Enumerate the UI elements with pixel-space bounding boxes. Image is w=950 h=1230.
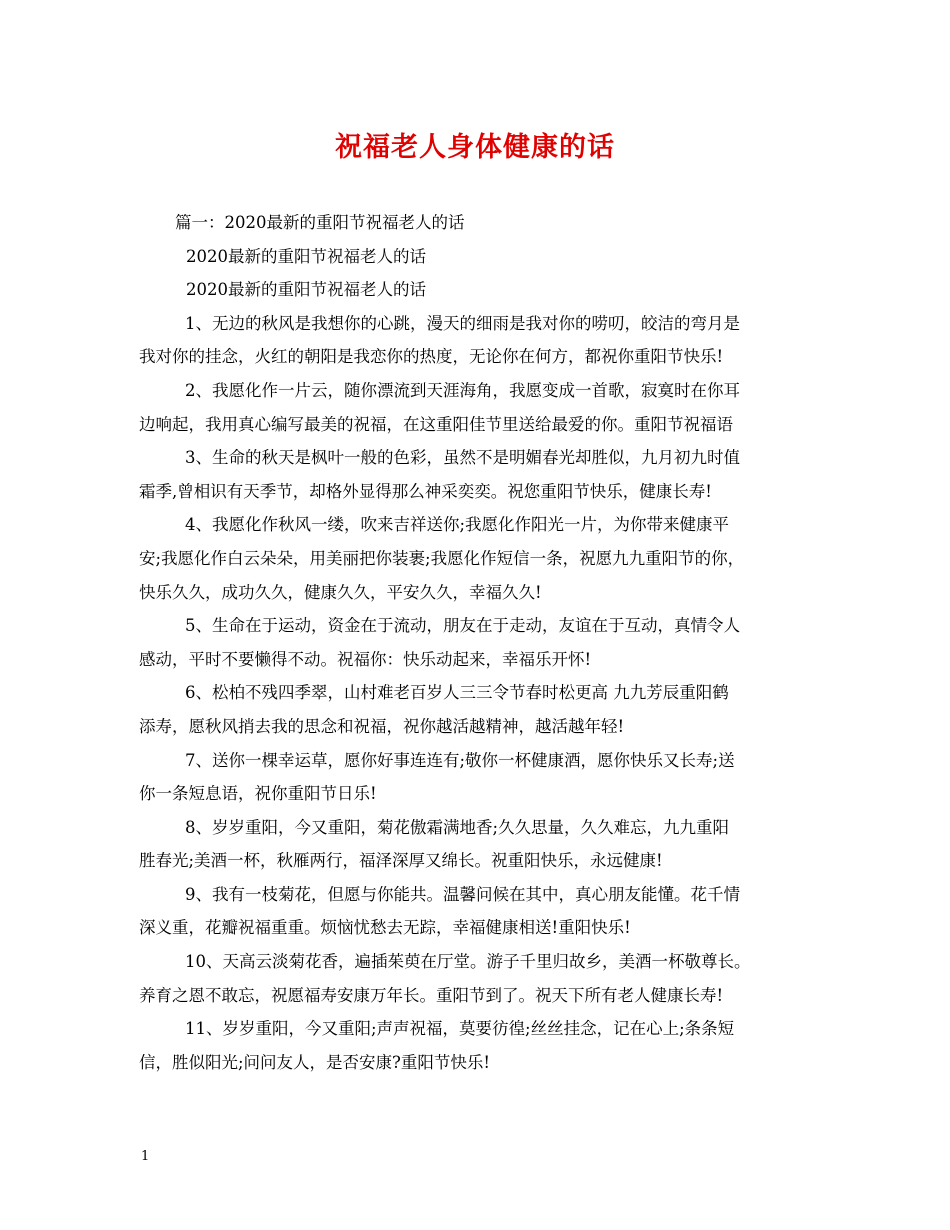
text-line: 2020最新的重阳节祝福老人的话 (186, 246, 426, 266)
text-line: 2020最新的重阳节祝福老人的话 (186, 280, 426, 300)
text-line: 你一条短息语，祝你重阳节日乐! (139, 784, 377, 804)
text-line: 添寿，愿秋风捎去我的思念和祝福，祝你越活越精神，越活越年轻! (139, 716, 625, 736)
text-line: 霜季,曾相识有天季节，却格外显得那么神采奕奕。祝您重阳节快乐，健康长寿! (139, 481, 712, 501)
page-number: 1 (141, 1149, 150, 1164)
text-line: 信，胜似阳光;问问友人，是否安康?重阳节快乐! (139, 1052, 491, 1072)
text-line: 安;我愿化作白云朵朵，用美丽把你装裹;我愿化作短信一条，祝愿九九重阳节的你， (139, 548, 745, 568)
text-line: 7、送你一棵幸运草，愿你好事连连有;敬你一杯健康酒，愿你快乐又长寿;送 (185, 750, 735, 770)
text-line: 6、松柏不残四季翠，山村难老百岁人三三令节春时松更高 九九芳辰重阳鹤 (185, 683, 729, 703)
document-body (139, 206, 829, 1079)
text-line: 9、我有一枝菊花，但愿与你能共。温馨问候在其中，真心朋友能懂。花千情 (185, 884, 740, 904)
text-line: 1、无边的秋风是我想你的心跳，漫天的细雨是我对你的唠叨，皎洁的弯月是 (185, 313, 740, 333)
text-line: 11、岁岁重阳，今又重阳;声声祝福，莫要彷徨;丝丝挂念，记在心上;条条短 (185, 1019, 735, 1039)
text-line: 5、生命在于运动，资金在于流动，朋友在于走动，友谊在于互动，真情令人 (185, 616, 740, 636)
text-line: 边响起，我用真心编写最美的祝福，在这重阳佳节里送给最爱的你。重阳节祝福语 (139, 414, 733, 434)
page-title: 祝福老人身体健康的话 (335, 132, 615, 163)
text-line: 4、我愿化作秋风一缕，吹来吉祥送你;我愿化作阳光一片，为你带来健康平 (185, 515, 730, 535)
text-line: 养育之恩不敢忘，祝愿福寿安康万年长。重阳节到了。祝天下所有老人健康长寿! (139, 985, 724, 1005)
text-line: 篇一：2020最新的重阳节祝福老人的话 (175, 213, 465, 232)
text-line: 2、我愿化作一片云，随你漂流到天涯海角，我愿变成一首歌，寂寞时在你耳 (185, 380, 740, 400)
text-line: 我对你的挂念，火红的朝阳是我恋你的热度，无论你在何方，都祝你重阳节快乐! (139, 347, 724, 367)
text-line: 10、天高云淡菊花香，遍插茱萸在厅堂。游子千里归故乡，美酒一杯敬尊长。 (185, 952, 751, 972)
text-line: 感动，平时不要懒得不动。祝福你：快乐动起来，幸福乐开怀! (139, 649, 592, 669)
text-line: 8、岁岁重阳，今又重阳，菊花傲霜满地香;久久思量，久久难忘，九九重阳 (185, 817, 730, 837)
text-line: 胜春光;美酒一杯，秋雁两行，福泽深厚又绵长。祝重阳快乐，永远健康! (139, 851, 663, 871)
text-line: 快乐久久，成功久久，健康久久，平安久久，幸福久久! (139, 582, 542, 602)
text-line: 深义重，花瓣祝福重重。烦恼忧愁去无踪，幸福健康相送!重阳快乐! (139, 918, 631, 938)
text-line: 3、生命的秋天是枫叶一般的色彩，虽然不是明媚春光却胜似，九月初九时值 (185, 448, 740, 468)
